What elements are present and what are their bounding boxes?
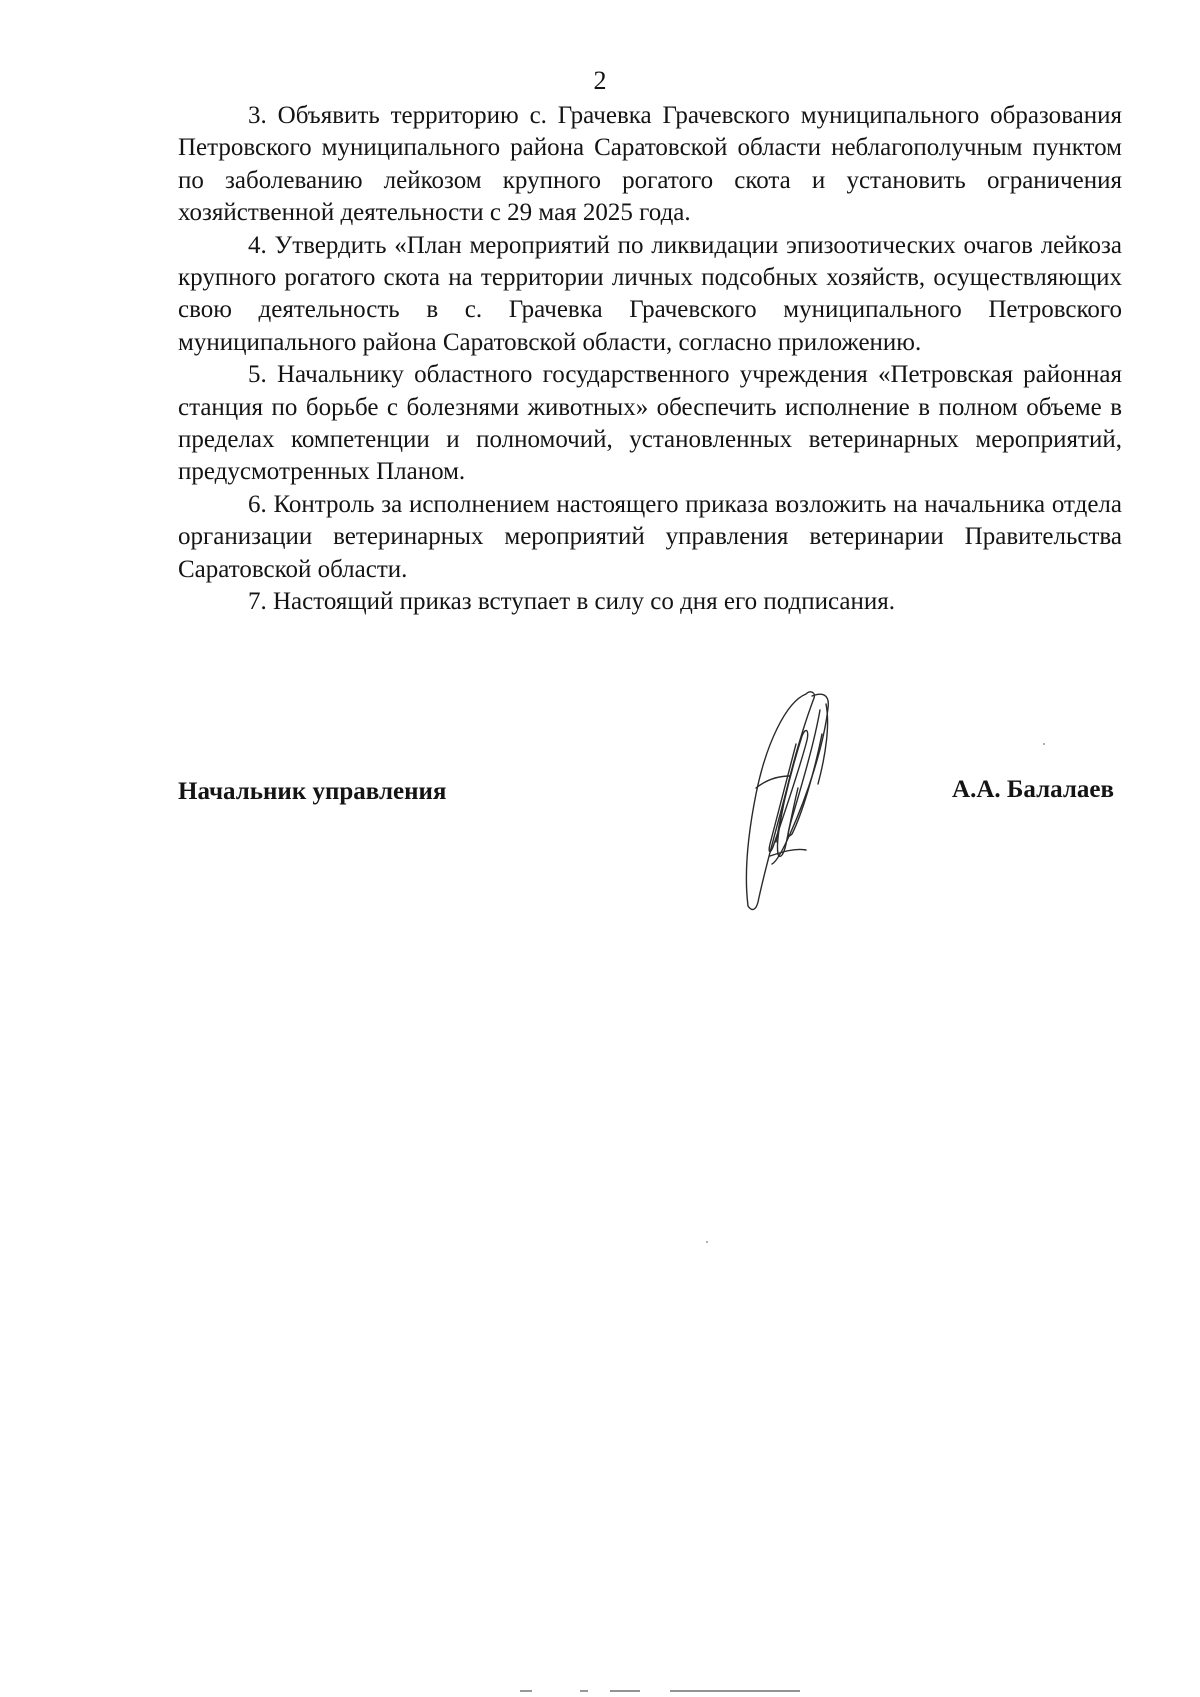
page-number: 2 (593, 66, 607, 95)
paragraph-4: 4. Утвердить «План мероприятий по ликвидации эпизоотических очагов лейкоза крупного рогатого скота на территории личных подсобных хозяйств, осуществляющих свою деятельность в с. Грачевка Грачевского муниципального Петровского муниципального района Саратовской области, согласно приложению. (178, 231, 1122, 356)
signatory-title: Начальник управления (178, 778, 447, 805)
handwritten-signature (726, 684, 856, 914)
signature-block (178, 776, 1122, 816)
paragraph-6: 6. Контроль за исполнением настоящего приказа возложить на начальника отдела организации ветеринарных мероприятий управления ветеринарии Правительства Саратовской области. (178, 490, 1122, 583)
document-body (178, 100, 1122, 619)
signatory-name: А.А. Балалаев (952, 776, 1114, 803)
paragraph-7: 7. Настоящий приказ вступает в силу со дня его подписания. (248, 588, 896, 616)
paragraph-3: 3. Объявить территорию с. Грачевка Грачевского муниципального образования Петровского муниципального района Саратовской области неблагополучным пунктом по заболеванию лейкозом крупного рогатого скота и установить ограничения хозяйственной деятельности с 29 мая 2025 года. (178, 102, 1122, 227)
scan-speck (706, 1241, 708, 1243)
scan-speck (1043, 743, 1045, 745)
paragraph-5: 5. Начальнику областного государственного учреждения «Петровская районная станция по борьбе с болезнями животных» обеспечить исполнение в полном объеме в пределах компетенции и полномочий, установленных ветеринарных мероприятий, предусмотренных Планом. (178, 361, 1122, 486)
scan-edge-marks (510, 1688, 830, 1694)
